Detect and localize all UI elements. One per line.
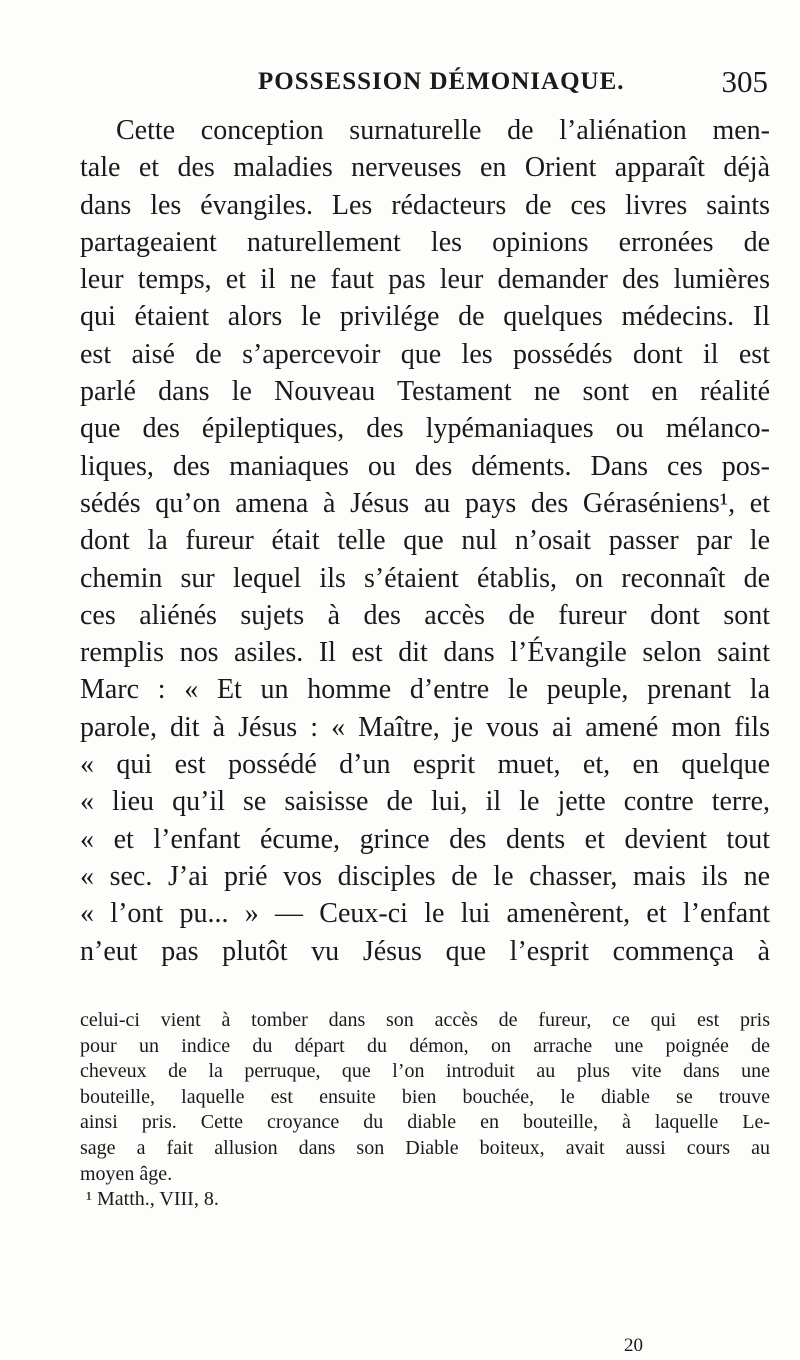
text-line: leur temps, et il ne faut pas leur demander des lumières xyxy=(80,264,770,296)
text-line: dont la fureur était telle que nul n’osait passer par le xyxy=(80,525,770,557)
footnote-line: moyen âge. xyxy=(80,1162,173,1185)
text-line: tale et des maladies nerveuses en Orient apparaît déjà xyxy=(80,152,770,184)
text-line: « l’ont pu... » — Ceux-ci le lui amenèrent, et l’enfant xyxy=(80,898,770,930)
footnote-line: sage a fait allusion dans son Diable boiteux, avait aussi cours au xyxy=(80,1136,770,1159)
text-line: Cette conception surnaturelle de l’aliénation men- xyxy=(116,115,770,146)
text-line: liques, des maniaques ou des déments. Dans ces pos- xyxy=(80,450,770,482)
text-line: Marc : « Et un homme d’entre le peuple, prenant la xyxy=(80,674,770,706)
text-line: partageaient naturellement les opinions erronées de xyxy=(80,226,770,258)
signature-mark: 20 xyxy=(624,1335,643,1356)
text-line: chemin sur lequel ils s’étaient établis, on reconnaît de xyxy=(80,562,770,594)
footnote-line: bouteille, laquelle est ensuite bien bouchée, le diable se trouve xyxy=(80,1085,770,1108)
running-header xyxy=(80,64,768,104)
page-number: 305 xyxy=(721,64,768,99)
text-line: sédés qu’on amena à Jésus au pays des Géraséniens¹, et xyxy=(80,487,770,519)
text-line: « sec. J’ai prié vos disciples de le chasser, mais ils ne xyxy=(80,860,770,892)
footnote-reference: ¹ Matth., VIII, 8. xyxy=(86,1188,219,1211)
footnote-line: celui-ci vient à tomber dans son accès de fureur, ce qui est pris xyxy=(80,1009,770,1031)
text-line: parlé dans le Nouveau Testament ne sont en réalité xyxy=(80,376,770,408)
text-line: n’eut pas plutôt vu Jésus que l’esprit commença à xyxy=(80,935,770,967)
running-title: POSSESSION DÉMONIAQUE. xyxy=(258,68,625,95)
text-line: remplis nos asiles. Il est dit dans l’Évangile selon saint xyxy=(80,637,770,669)
text-line: parole, dit à Jésus : « Maître, je vous ai amené mon fils xyxy=(80,711,770,743)
text-line: est aisé de s’apercevoir que les possédés dont il est xyxy=(80,338,770,370)
text-line: « et l’enfant écume, grince des dents et devient tout xyxy=(80,823,770,855)
text-line: ces aliénés sujets à des accès de fureur dont sont xyxy=(80,599,770,631)
text-line: que des épileptiques, des lypémaniaques ou mélanco- xyxy=(80,413,770,445)
text-line: dans les évangiles. Les rédacteurs de ces livres saints xyxy=(80,189,770,221)
text-line: « qui est possédé d’un esprit muet, et, en quelque xyxy=(80,749,770,781)
footnotes xyxy=(80,1008,770,1213)
footnote-line: pour un indice du départ du démon, on arrache une poignée de xyxy=(80,1034,770,1057)
footnote-line: ainsi pris. Cette croyance du diable en bouteille, à laquelle Le- xyxy=(80,1111,770,1134)
main-paragraph xyxy=(80,112,770,970)
text-line: « lieu qu’il se saisisse de lui, il le jette contre terre, xyxy=(80,786,770,818)
text-line: qui étaient alors le privilége de quelques médecins. Il xyxy=(80,301,770,333)
footnote-line: cheveux de la perruque, que l’on introduit au plus vite dans une xyxy=(80,1060,770,1083)
